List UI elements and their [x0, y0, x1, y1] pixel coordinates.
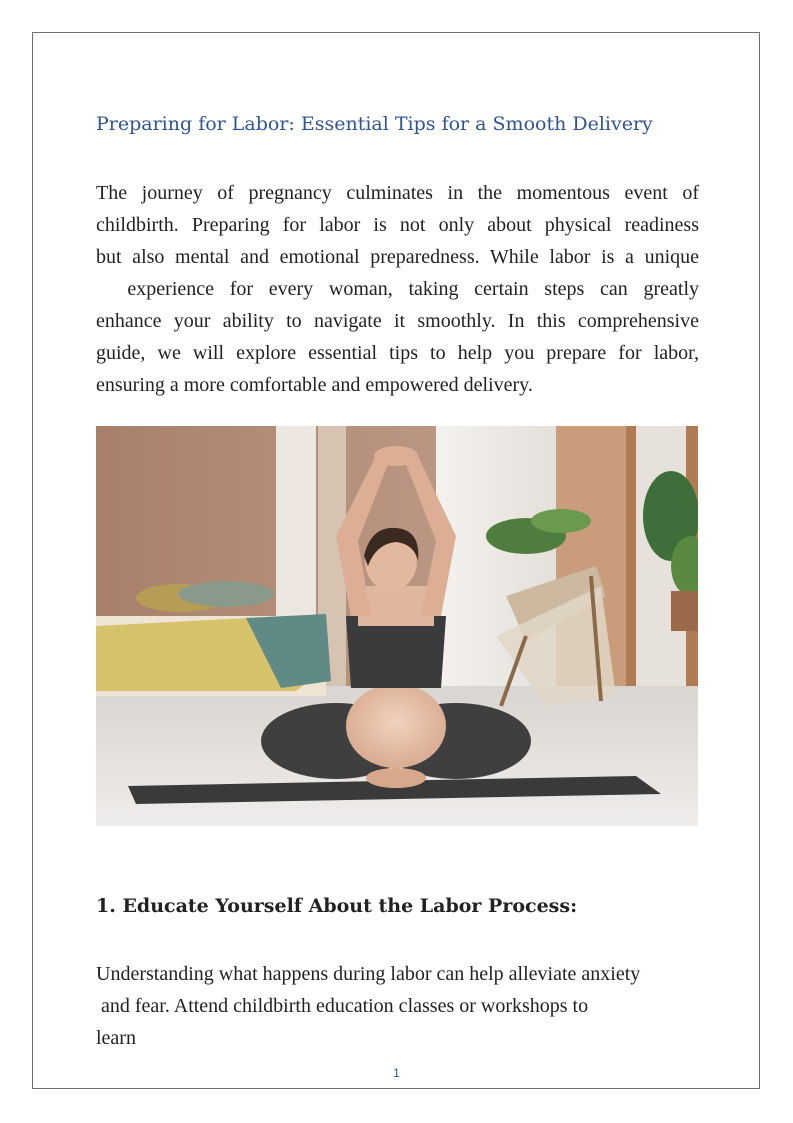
intro-line: guide, we will explore essential tips to help you prepare for labor, [96, 342, 699, 364]
section-line: learn [96, 1027, 136, 1049]
section-heading: 1. Educate Yourself About the Labor Process: [96, 895, 578, 917]
intro-line: childbirth. Preparing for labor is not only about physical readiness [96, 214, 699, 236]
intro-line: but also mental and emotional preparedness. While labor is a unique [96, 246, 699, 268]
page-number: 1 [393, 1066, 400, 1080]
section-paragraph [96, 958, 706, 1054]
intro-line: enhance your ability to navigate it smoothly. In this comprehensive [96, 310, 699, 332]
intro-line: ensuring a more comfortable and empowered delivery. [96, 374, 533, 396]
document-title: Preparing for Labor: Essential Tips for a Smooth Delivery [96, 113, 653, 135]
intro-line: The journey of pregnancy culminates in the momentous event of [96, 182, 699, 204]
intro-line: experience for every woman, taking certain steps can greatly [96, 278, 699, 300]
yoga-photo [96, 426, 698, 826]
section-line: and fear. Attend childbirth education classes or workshops to [96, 995, 589, 1017]
intro-paragraph [96, 177, 699, 401]
section-line: Understanding what happens during labor can help alleviate anxiety [96, 963, 641, 985]
